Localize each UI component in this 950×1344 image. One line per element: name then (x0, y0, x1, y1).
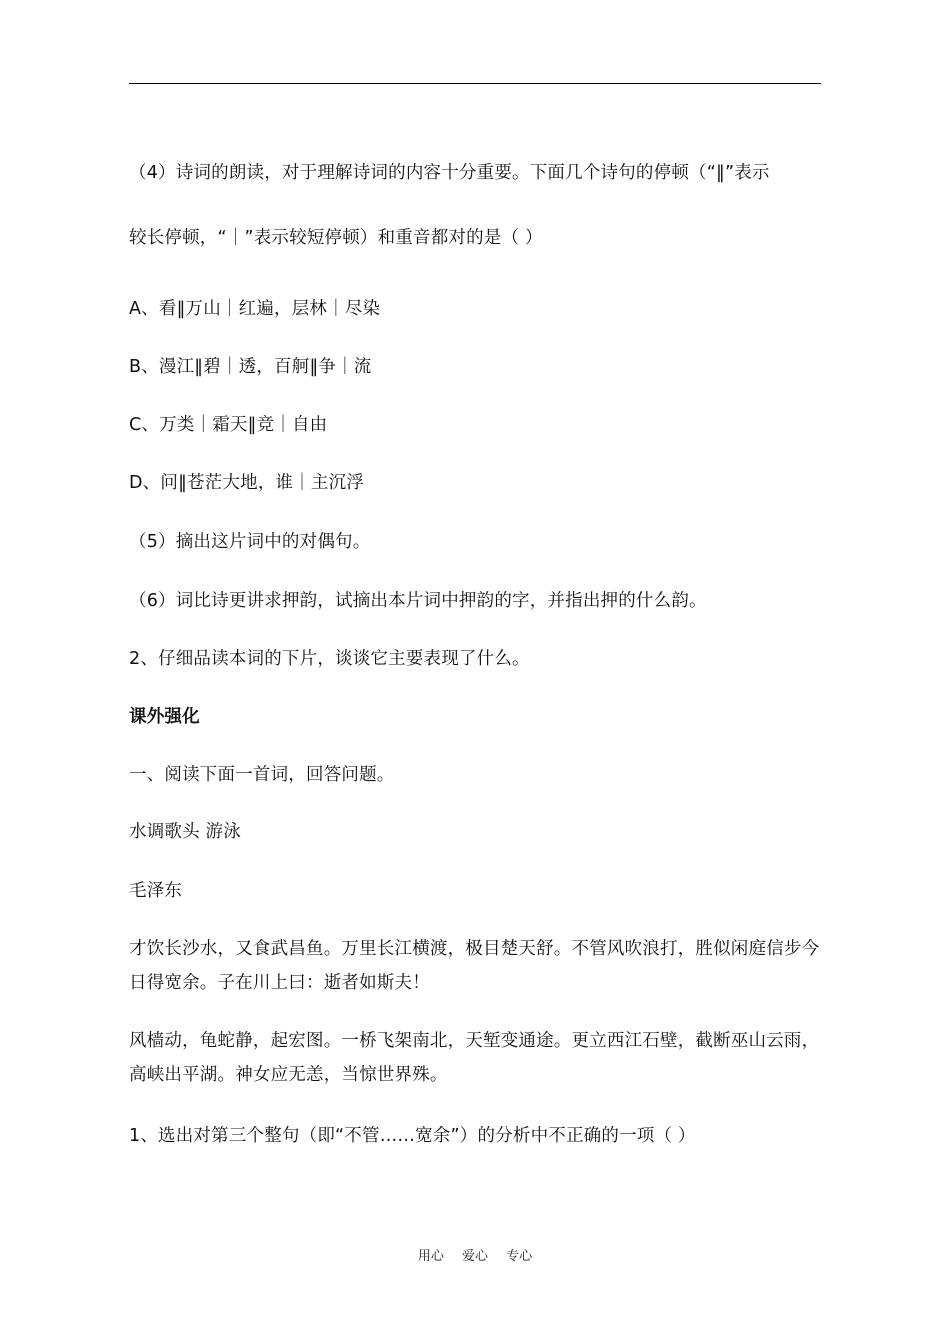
poem-title: 水调歌头 游泳 (129, 822, 241, 842)
poem-stanza-2: 风樯动，龟蛇静，起宏图。一桥飞架南北，天堑变通途。更立西江石壁，截断巫山云雨，高峡出平湖。神女应无恙，当惊世界殊。 (129, 1031, 820, 1085)
option-c: C、万类｜霜天‖竞｜自由 (129, 415, 328, 435)
poem-author: 毛泽东 (129, 881, 183, 901)
page-footer: 用心 爱心 专心 (417, 1249, 533, 1264)
header-rule (129, 83, 821, 84)
poem-stanza-1: 才饮长沙水，又食武昌鱼。万里长江横渡，极目楚天舒。不管风吹浪打，胜似闲庭信步今日得宽余。子在川上曰：逝者如斯夫！ (129, 939, 820, 993)
option-b: B、漫江‖碧｜透，百舸‖争｜流 (129, 357, 372, 377)
question-4-line-1: （4）诗词的朗读，对于理解诗词的内容十分重要。下面几个诗句的停顿（“‖”表示 (129, 163, 770, 183)
sub-question-1: 1、选出对第三个整句（即“不管……宽余”）的分析中不正确的一项（ ） (129, 1126, 696, 1146)
option-d: D、问‖苍茫大地，谁｜主沉浮 (129, 473, 365, 493)
question-2: 2、仔细品读本词的下片，谈谈它主要表现了什么。 (129, 649, 530, 669)
question-4-line-2: 较长停顿，“｜”表示较短停顿）和重音都对的是（ ） (129, 228, 543, 248)
question-5: （5）摘出这片词中的对偶句。 (129, 532, 371, 552)
part-1-instruction: 一、阅读下面一首词，回答问题。 (129, 765, 395, 785)
section-heading: 课外强化 (129, 707, 200, 727)
option-a: A、看‖万山｜红遍，层林｜尽染 (129, 299, 381, 319)
question-6: （6）词比诗更讲求押韵，试摘出本片词中押韵的字，并指出押的什么韵。 (129, 591, 707, 611)
